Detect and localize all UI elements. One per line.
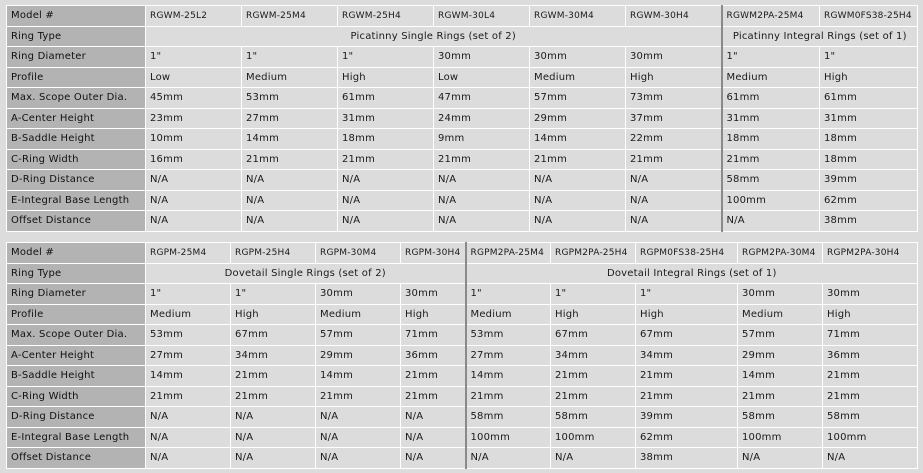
value-cell: 21mm (231, 366, 316, 387)
value-cell: 29mm (316, 345, 401, 366)
value-cell: High (231, 304, 316, 325)
value-cell: High (820, 67, 918, 88)
ring-type-cell: Dovetail Integral Rings (set of 1) (466, 263, 918, 284)
value-cell: 21mm (823, 366, 918, 387)
model-cell: RGWM-30H4 (626, 6, 722, 27)
row-label: Ring Type (7, 263, 146, 284)
value-cell: 30mm (316, 284, 401, 305)
value-cell: 37mm (626, 108, 722, 129)
value-cell: N/A (530, 170, 626, 191)
value-cell: 34mm (551, 345, 636, 366)
value-cell: 21mm (146, 386, 231, 407)
value-cell: 31mm (338, 108, 434, 129)
model-cell: RGPM0FS38-25H4 (636, 243, 738, 264)
model-cell: RGPM-25M4 (146, 243, 231, 264)
model-cell: RGWM-25H4 (338, 6, 434, 27)
value-cell: 14mm (466, 366, 551, 387)
value-cell: N/A (401, 427, 466, 448)
value-cell: 100mm (738, 427, 823, 448)
value-cell: N/A (401, 407, 466, 428)
model-cell: RGPM-25H4 (231, 243, 316, 264)
value-cell: 14mm (738, 366, 823, 387)
ring-type-cell: Picatinny Single Rings (set of 2) (146, 26, 722, 47)
table-row (7, 345, 918, 366)
value-cell: 16mm (146, 149, 242, 170)
row-label: Max. Scope Outer Dia. (7, 88, 146, 109)
row-label: B-Saddle Height (7, 129, 146, 150)
value-cell: N/A (231, 407, 316, 428)
value-cell: 21mm (738, 386, 823, 407)
table-row (7, 6, 918, 27)
row-label: Model # (7, 6, 146, 27)
value-cell: 21mm (401, 386, 466, 407)
value-cell: 53mm (242, 88, 338, 109)
value-cell: 58mm (722, 170, 820, 191)
value-cell: 21mm (626, 149, 722, 170)
value-cell: 36mm (823, 345, 918, 366)
table-row (7, 170, 918, 191)
value-cell: 1" (231, 284, 316, 305)
value-cell: 1" (146, 284, 231, 305)
value-cell: 21mm (231, 386, 316, 407)
value-cell: 1" (722, 47, 820, 68)
row-label: D-Ring Distance (7, 170, 146, 191)
value-cell: N/A (146, 448, 231, 469)
value-cell: 14mm (146, 366, 231, 387)
value-cell: Medium (466, 304, 551, 325)
table-row (7, 366, 918, 387)
value-cell: N/A (551, 448, 636, 469)
value-cell: 10mm (146, 129, 242, 150)
value-cell: 31mm (820, 108, 918, 129)
value-cell: N/A (722, 211, 820, 232)
value-cell: N/A (626, 211, 722, 232)
value-cell: 47mm (434, 88, 530, 109)
row-label: E-Integral Base Length (7, 427, 146, 448)
value-cell: 18mm (820, 129, 918, 150)
table-row (7, 108, 918, 129)
table-row (7, 26, 918, 47)
table-row (7, 149, 918, 170)
value-cell: 58mm (823, 407, 918, 428)
value-cell: Medium (722, 67, 820, 88)
value-cell: 21mm (316, 386, 401, 407)
value-cell: 1" (338, 47, 434, 68)
value-cell: 67mm (551, 325, 636, 346)
value-cell: 21mm (823, 386, 918, 407)
value-cell: N/A (231, 427, 316, 448)
value-cell: 21mm (636, 386, 738, 407)
table-row (7, 190, 918, 211)
table-row (7, 129, 918, 150)
value-cell: N/A (338, 190, 434, 211)
table-row (7, 427, 918, 448)
model-cell: RGWM-25L2 (146, 6, 242, 27)
model-cell: RGWM-30M4 (530, 6, 626, 27)
value-cell: High (338, 67, 434, 88)
value-cell: 100mm (722, 190, 820, 211)
value-cell: N/A (242, 170, 338, 191)
model-cell: RGPM2PA-25M4 (466, 243, 551, 264)
ring-type-cell: Picatinny Integral Rings (set of 1) (722, 26, 918, 47)
value-cell: 29mm (738, 345, 823, 366)
value-cell: 34mm (636, 345, 738, 366)
value-cell: N/A (626, 190, 722, 211)
value-cell: 18mm (338, 129, 434, 150)
row-label: B-Saddle Height (7, 366, 146, 387)
table-row (7, 304, 918, 325)
value-cell: N/A (316, 427, 401, 448)
model-cell: RGWM-25M4 (242, 6, 338, 27)
row-label: Ring Diameter (7, 47, 146, 68)
row-label: C-Ring Width (7, 149, 146, 170)
value-cell: Medium (316, 304, 401, 325)
table-row (7, 448, 918, 469)
value-cell: Medium (242, 67, 338, 88)
value-cell: 30mm (434, 47, 530, 68)
value-cell: N/A (738, 448, 823, 469)
model-cell: RGWM-30L4 (434, 6, 530, 27)
value-cell: 38mm (820, 211, 918, 232)
value-cell: 71mm (823, 325, 918, 346)
value-cell: 61mm (338, 88, 434, 109)
row-label: Offset Distance (7, 448, 146, 469)
value-cell: 31mm (722, 108, 820, 129)
value-cell: 27mm (466, 345, 551, 366)
value-cell: 30mm (626, 47, 722, 68)
value-cell: N/A (338, 170, 434, 191)
row-label: A-Center Height (7, 345, 146, 366)
value-cell: 18mm (722, 129, 820, 150)
value-cell: 21mm (636, 366, 738, 387)
value-cell: 62mm (820, 190, 918, 211)
value-cell: 1" (636, 284, 738, 305)
value-cell: N/A (338, 211, 434, 232)
value-cell: 53mm (146, 325, 231, 346)
value-cell: 57mm (738, 325, 823, 346)
value-cell: 100mm (551, 427, 636, 448)
table-row (7, 67, 918, 88)
model-cell: RGPM2PA-30M4 (738, 243, 823, 264)
value-cell: N/A (626, 170, 722, 191)
value-cell: N/A (316, 448, 401, 469)
value-cell: N/A (434, 170, 530, 191)
value-cell: Medium (738, 304, 823, 325)
value-cell: 39mm (636, 407, 738, 428)
value-cell: Medium (146, 304, 231, 325)
value-cell: 30mm (530, 47, 626, 68)
table-row (7, 211, 918, 232)
model-cell: RGPM2PA-25H4 (551, 243, 636, 264)
value-cell: N/A (146, 170, 242, 191)
value-cell: 67mm (231, 325, 316, 346)
row-label: A-Center Height (7, 108, 146, 129)
value-cell: 21mm (551, 366, 636, 387)
value-cell: Low (434, 67, 530, 88)
row-label: Profile (7, 67, 146, 88)
value-cell: N/A (146, 190, 242, 211)
value-cell: 21mm (722, 149, 820, 170)
value-cell: 58mm (466, 407, 551, 428)
value-cell: 53mm (466, 325, 551, 346)
value-cell: 62mm (636, 427, 738, 448)
value-cell: 100mm (823, 427, 918, 448)
value-cell: 61mm (820, 88, 918, 109)
row-label: E-Integral Base Length (7, 190, 146, 211)
value-cell: 27mm (242, 108, 338, 129)
value-cell: 22mm (626, 129, 722, 150)
row-label: Ring Diameter (7, 284, 146, 305)
value-cell: N/A (146, 427, 231, 448)
value-cell: N/A (434, 190, 530, 211)
value-cell: 36mm (401, 345, 466, 366)
value-cell: High (823, 304, 918, 325)
value-cell: 71mm (401, 325, 466, 346)
value-cell: 100mm (466, 427, 551, 448)
value-cell: 67mm (636, 325, 738, 346)
value-cell: 29mm (530, 108, 626, 129)
value-cell: 1" (146, 47, 242, 68)
value-cell: 30mm (823, 284, 918, 305)
value-cell: Medium (530, 67, 626, 88)
value-cell: High (636, 304, 738, 325)
value-cell: 21mm (530, 149, 626, 170)
table-row (7, 47, 918, 68)
value-cell: 38mm (636, 448, 738, 469)
value-cell: 27mm (146, 345, 231, 366)
value-cell: 58mm (551, 407, 636, 428)
value-cell: 21mm (551, 386, 636, 407)
value-cell: N/A (401, 448, 466, 469)
value-cell: 57mm (316, 325, 401, 346)
value-cell: 58mm (738, 407, 823, 428)
row-label: Profile (7, 304, 146, 325)
row-label: Max. Scope Outer Dia. (7, 325, 146, 346)
value-cell: 57mm (530, 88, 626, 109)
table-row (7, 325, 918, 346)
value-cell: N/A (530, 190, 626, 211)
model-cell: RGPM-30H4 (401, 243, 466, 264)
value-cell: 21mm (338, 149, 434, 170)
value-cell: N/A (231, 448, 316, 469)
value-cell: High (626, 67, 722, 88)
value-cell: 14mm (530, 129, 626, 150)
row-label: Model # (7, 243, 146, 264)
value-cell: 9mm (434, 129, 530, 150)
model-cell: RGWM2PA-25M4 (722, 6, 820, 27)
value-cell: 1" (551, 284, 636, 305)
value-cell: 45mm (146, 88, 242, 109)
row-label: Ring Type (7, 26, 146, 47)
value-cell: 30mm (401, 284, 466, 305)
value-cell: 34mm (231, 345, 316, 366)
value-cell: 24mm (434, 108, 530, 129)
table-row (7, 386, 918, 407)
table-row (7, 284, 918, 305)
table-row (7, 407, 918, 428)
model-cell: RGWM0FS38-25H4 (820, 6, 918, 27)
row-label: C-Ring Width (7, 386, 146, 407)
row-label: Offset Distance (7, 211, 146, 232)
value-cell: N/A (434, 211, 530, 232)
picatinny-spec-table (6, 5, 918, 232)
value-cell: 21mm (434, 149, 530, 170)
value-cell: N/A (823, 448, 918, 469)
value-cell: 14mm (242, 129, 338, 150)
table-row (7, 263, 918, 284)
model-cell: RGPM-30M4 (316, 243, 401, 264)
value-cell: 18mm (820, 149, 918, 170)
row-label: D-Ring Distance (7, 407, 146, 428)
ring-type-cell: Dovetail Single Rings (set of 2) (146, 263, 466, 284)
value-cell: 1" (820, 47, 918, 68)
table-row (7, 243, 918, 264)
value-cell: N/A (466, 448, 551, 469)
value-cell: 1" (242, 47, 338, 68)
value-cell: High (401, 304, 466, 325)
value-cell: 30mm (738, 284, 823, 305)
value-cell: N/A (242, 211, 338, 232)
dovetail-spec-table (6, 242, 918, 469)
value-cell: N/A (316, 407, 401, 428)
value-cell: 23mm (146, 108, 242, 129)
model-cell: RGPM2PA-30H4 (823, 243, 918, 264)
value-cell: N/A (530, 211, 626, 232)
value-cell: 21mm (242, 149, 338, 170)
value-cell: 14mm (316, 366, 401, 387)
value-cell: 21mm (401, 366, 466, 387)
value-cell: N/A (146, 407, 231, 428)
value-cell: N/A (146, 211, 242, 232)
value-cell: 1" (466, 284, 551, 305)
value-cell: High (551, 304, 636, 325)
table-row (7, 88, 918, 109)
value-cell: 73mm (626, 88, 722, 109)
value-cell: 61mm (722, 88, 820, 109)
value-cell: 21mm (466, 386, 551, 407)
value-cell: N/A (242, 190, 338, 211)
value-cell: Low (146, 67, 242, 88)
value-cell: 39mm (820, 170, 918, 191)
